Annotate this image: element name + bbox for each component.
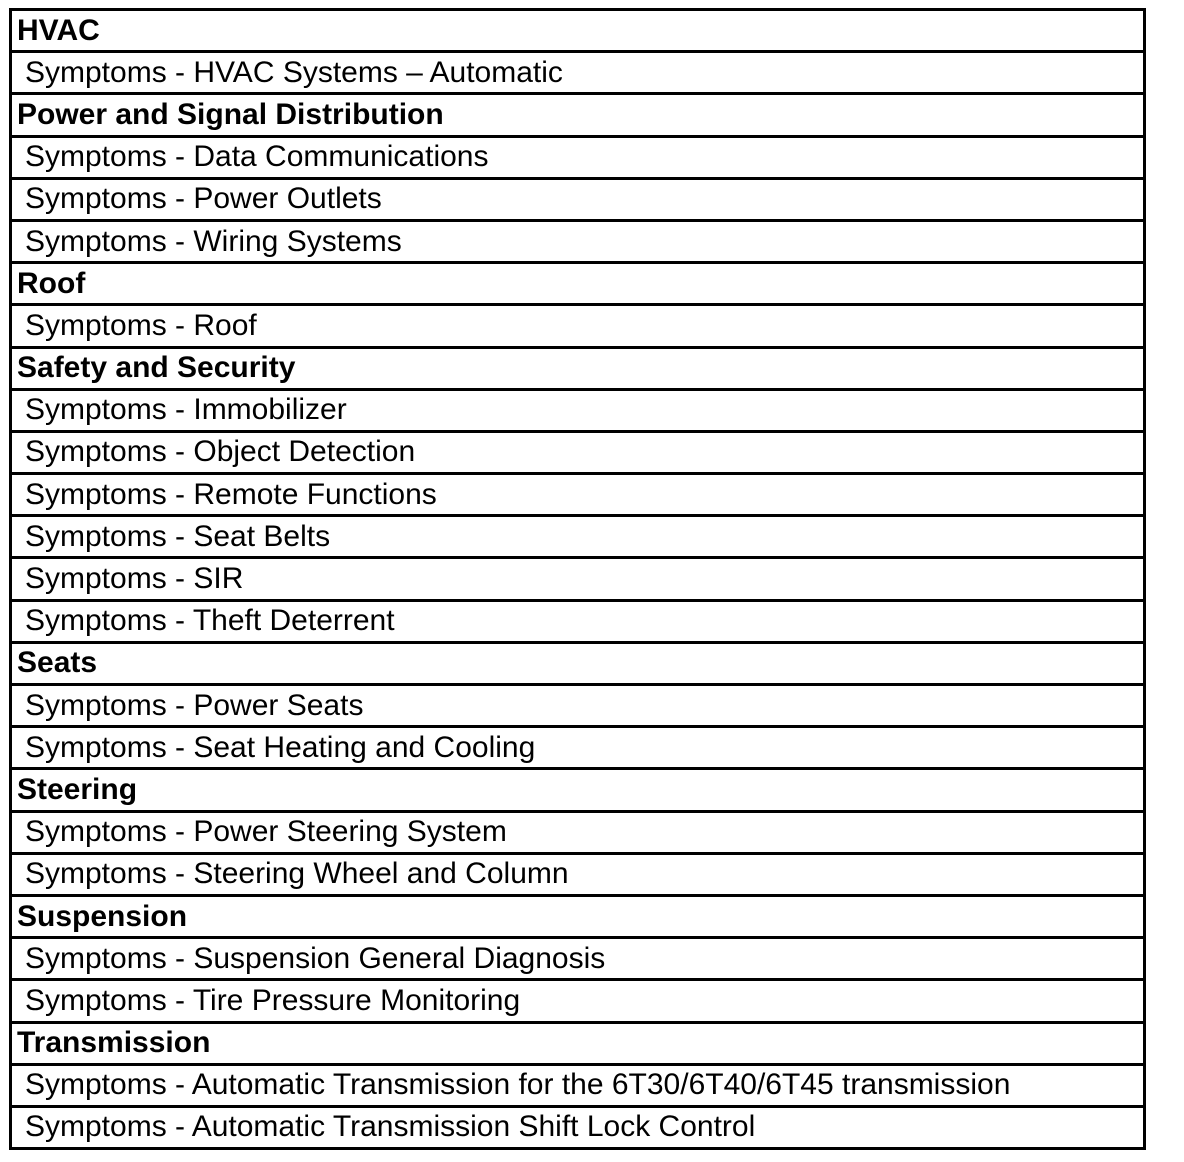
section-header-power-signal-distribution: Power and Signal Distribution [12, 95, 1143, 137]
symptom-link[interactable]: Symptoms - HVAC Systems – Automatic [12, 53, 1143, 95]
section-header-seats: Seats [12, 644, 1143, 686]
symptom-table [9, 8, 1146, 1150]
symptom-link[interactable]: Symptoms - Object Detection [12, 433, 1143, 475]
symptom-link[interactable]: Symptoms - Seat Heating and Cooling [12, 728, 1143, 770]
symptom-link[interactable]: Symptoms - Theft Deterrent [12, 602, 1143, 644]
section-header-steering: Steering [12, 770, 1143, 812]
symptom-link[interactable]: Symptoms - Data Communications [12, 138, 1143, 180]
symptom-link[interactable]: Symptoms - Seat Belts [12, 517, 1143, 559]
symptom-link[interactable]: Symptoms - Automatic Transmission Shift Lock Control [12, 1108, 1143, 1150]
symptom-link[interactable]: Symptoms - SIR [12, 559, 1143, 601]
symptom-link[interactable]: Symptoms - Power Steering System [12, 813, 1143, 855]
symptom-link[interactable]: Symptoms - Automatic Transmission for the 6T30/6T40/6T45 transmission [12, 1066, 1143, 1108]
symptom-link[interactable]: Symptoms - Remote Functions [12, 475, 1143, 517]
symptom-link[interactable]: Symptoms - Immobilizer [12, 391, 1143, 433]
section-header-hvac: HVAC [12, 11, 1143, 53]
section-header-suspension: Suspension [12, 897, 1143, 939]
symptom-link[interactable]: Symptoms - Steering Wheel and Column [12, 855, 1143, 897]
symptom-link[interactable]: Symptoms - Suspension General Diagnosis [12, 939, 1143, 981]
symptom-link[interactable]: Symptoms - Tire Pressure Monitoring [12, 981, 1143, 1023]
symptom-link[interactable]: Symptoms - Power Outlets [12, 180, 1143, 222]
symptom-link[interactable]: Symptoms - Wiring Systems [12, 222, 1143, 264]
section-header-transmission: Transmission [12, 1024, 1143, 1066]
symptom-link[interactable]: Symptoms - Power Seats [12, 686, 1143, 728]
section-header-safety-security: Safety and Security [12, 349, 1143, 391]
symptom-link[interactable]: Symptoms - Roof [12, 306, 1143, 348]
section-header-roof: Roof [12, 264, 1143, 306]
